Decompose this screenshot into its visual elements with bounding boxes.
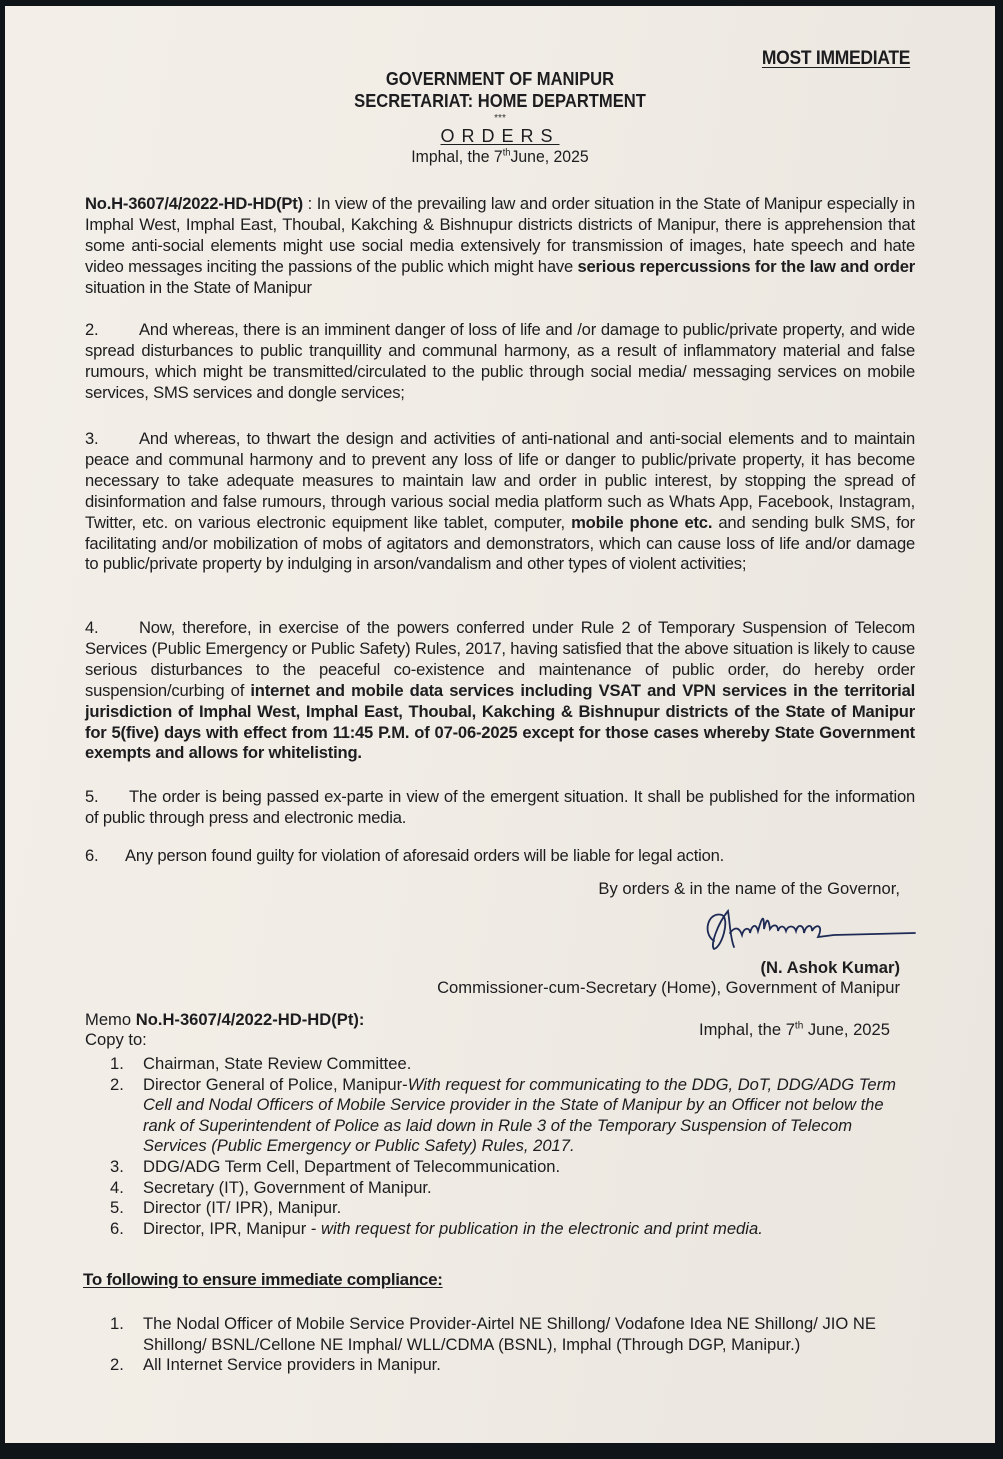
memo-date-suffix: June, 2025 <box>803 1020 890 1039</box>
by-orders-line: By orders & in the name of the Governor, <box>598 879 900 898</box>
date-prefix: Imphal, the 7 <box>411 147 503 166</box>
memo-number: No.H-3607/4/2022-HD-HD(Pt): <box>135 1010 365 1029</box>
paragraph-number: 3. <box>85 429 99 448</box>
paragraph-4-bold: internet and mobile data services including VSAT and VPN services in the territorial jurisdiction of Imphal West, Imphal East, Thoubal, Kakching & Bishnupur districts of the State of Manipur for 5(five) days with effect from 11:45 P.M. of 07-06-2025 except for those cases whereby State Government exempts and allows for whitelisting. <box>85 680 916 763</box>
item-number: 6. <box>110 1218 124 1238</box>
copy-item <box>110 1054 910 1075</box>
priority-label: MOST IMMEDIATE <box>761 48 910 69</box>
paragraph-3-tail: and sending bulk SMS, for facilitating and/or mobilization of mobs of agitators and demonstrators, which can cause loss of life and/or damage to public/private property by indulging in arson/vandalism and other types of violent activities; <box>85 512 915 574</box>
memo-date-sup: th <box>794 1020 804 1032</box>
item-number: 5. <box>110 1198 124 1218</box>
paragraph-number: 6. <box>85 846 99 865</box>
item-number: 4. <box>110 1177 124 1197</box>
date-suffix: June, 2025 <box>510 147 589 166</box>
document-title: ORDERS <box>440 126 560 146</box>
paragraph-1-text: : In view of the prevailing law and order situation in the State of Manipur especially in Imphal West, Imphal East, Thoubal, Kakching & Bishnupur districts districts of Manipur, there is apprehension that some anti-social elements might use social media extensively for transmission of images, hate speech and hate video messages inciting the passions of the public which might have <box>85 194 915 276</box>
paragraph-2 <box>85 320 915 404</box>
paragraph-5 <box>85 787 915 829</box>
memo-date <box>699 1020 890 1040</box>
item-text: DDG/ADG Term Cell, Department of Telecommunication. <box>143 1156 561 1176</box>
copy-item <box>110 1075 910 1157</box>
paragraph-3 <box>85 429 915 575</box>
item-number: 2. <box>110 1074 124 1094</box>
item-number: 2. <box>110 1355 124 1375</box>
compliance-heading: To following to ensure immediate compliance: <box>83 1270 443 1289</box>
paragraph-4 <box>85 618 915 764</box>
letterhead <box>305 68 695 167</box>
item-number: 3. <box>110 1156 124 1176</box>
paragraph-number: 5. <box>85 787 99 806</box>
item-text: All Internet Service providers in Manipur. <box>143 1355 441 1375</box>
item-number: 1. <box>110 1054 124 1073</box>
item-note: With request for communicating to the DDG, DoT, DDG/ADG Term Cell and Nodal Officers of Mobile Service provider in the State of Manipur by an Officer not below the rank of Superintendent of Police as laid down in Rule 3 of the Temporary Suspension of Telecom Services (Public Emergency or Public Safety) Rules, 2017. <box>143 1074 896 1156</box>
paragraph-6-text: Any person found guilty for violation of aforesaid orders will be liable for legal action. <box>125 846 725 865</box>
item-text: Director (IT/ IPR), Manipur. <box>143 1198 342 1218</box>
compliance-item <box>110 1355 900 1376</box>
paragraph-3-text: And whereas, to thwart the design and activities of anti-national and anti-social elements and to maintain peace and communal harmony and to prevent any loss of life or danger to public/private property, it has become necessary to take adequate measures to maintain law and order in public interest, by stopping the spread of disinformation and false rumours, through various social media platform such as Whats App, Facebook, Instagram, Twitter, etc. on various electronic equipment like tablet, computer, <box>85 429 915 532</box>
header-separator: *** <box>494 113 506 124</box>
compliance-item <box>110 1314 900 1355</box>
copy-to-label: Copy to: <box>85 1030 147 1049</box>
signatory-designation: Commissioner-cum-Secretary (Home), Government of Manipur <box>437 978 900 997</box>
memo-reference <box>85 1010 364 1030</box>
signatory-name: (N. Ashok Kumar) <box>760 958 900 977</box>
item-text: The Nodal Officer of Mobile Service Provider-Airtel NE Shillong/ Vodafone Idea NE Shillong/ JIO NE Shillong/ BSNL/Cellone NE Imphal/ WLL/CDMA (BSNL), Imphal (Through DGP, Manipur.) <box>143 1314 876 1354</box>
item-text: Chairman, State Review Committee. <box>143 1054 412 1073</box>
header-government: GOVERNMENT OF MANIPUR <box>385 69 615 89</box>
memo-prefix: Memo <box>85 1010 136 1029</box>
item-text: Director, IPR, Manipur - <box>143 1218 321 1238</box>
date-sup: th <box>502 147 511 159</box>
paragraph-6 <box>85 846 915 867</box>
copy-item <box>110 1178 910 1199</box>
order-date <box>319 146 682 167</box>
compliance-list <box>110 1314 900 1376</box>
paragraph-2-text: And whereas, there is an imminent danger of loss of life and /or damage to public/private property, and wide spread disturbances to public tranquillity and communal harmony, as a result of inflammatory material and false rumours, which might be transmitted/circulated to the public through social media/ messaging services on mobile services, SMS services and dongle services; <box>85 320 915 402</box>
signature-image <box>700 903 920 963</box>
document-page <box>5 6 995 1443</box>
paragraph-1-bold: serious repercussions for the law and order <box>577 256 915 276</box>
item-text: Director General of Police, Manipur- <box>143 1074 408 1094</box>
order-reference: No.H-3607/4/2022-HD-HD(Pt) <box>85 194 303 213</box>
item-note: with request for publication in the electronic and print media. <box>320 1218 763 1238</box>
paragraph-number: 4. <box>85 618 99 637</box>
header-department: SECRETARIAT: HOME DEPARTMENT <box>354 91 646 111</box>
copy-to-list <box>110 1054 910 1239</box>
copy-item <box>110 1157 910 1178</box>
item-number: 1. <box>110 1314 124 1333</box>
item-text: Secretary (IT), Government of Manipur. <box>143 1177 432 1197</box>
copy-item <box>110 1219 910 1240</box>
paragraph-3-bold: mobile phone etc. <box>571 512 713 532</box>
copy-item <box>110 1198 910 1219</box>
paragraph-1-tail: situation in the State of Manipur <box>85 277 312 297</box>
paragraph-number: 2. <box>85 320 99 339</box>
paragraph-1 <box>85 194 915 299</box>
memo-date-prefix: Imphal, the 7 <box>698 1020 795 1039</box>
paragraph-4-text: Now, therefore, in exercise of the powers conferred under Rule 2 of Temporary Suspension of Telecom Services (Public Emergency or Public Safety) Rules, 2017, having satisfied that the above situation is likely to cause serious disturbances to the peaceful co-existence and maintenance of public order, do hereby order suspension/curbing of <box>85 618 915 700</box>
paragraph-5-text: The order is being passed ex-parte in view of the emergent situation. It shall be published for the information of public through press and electronic media. <box>85 787 915 827</box>
